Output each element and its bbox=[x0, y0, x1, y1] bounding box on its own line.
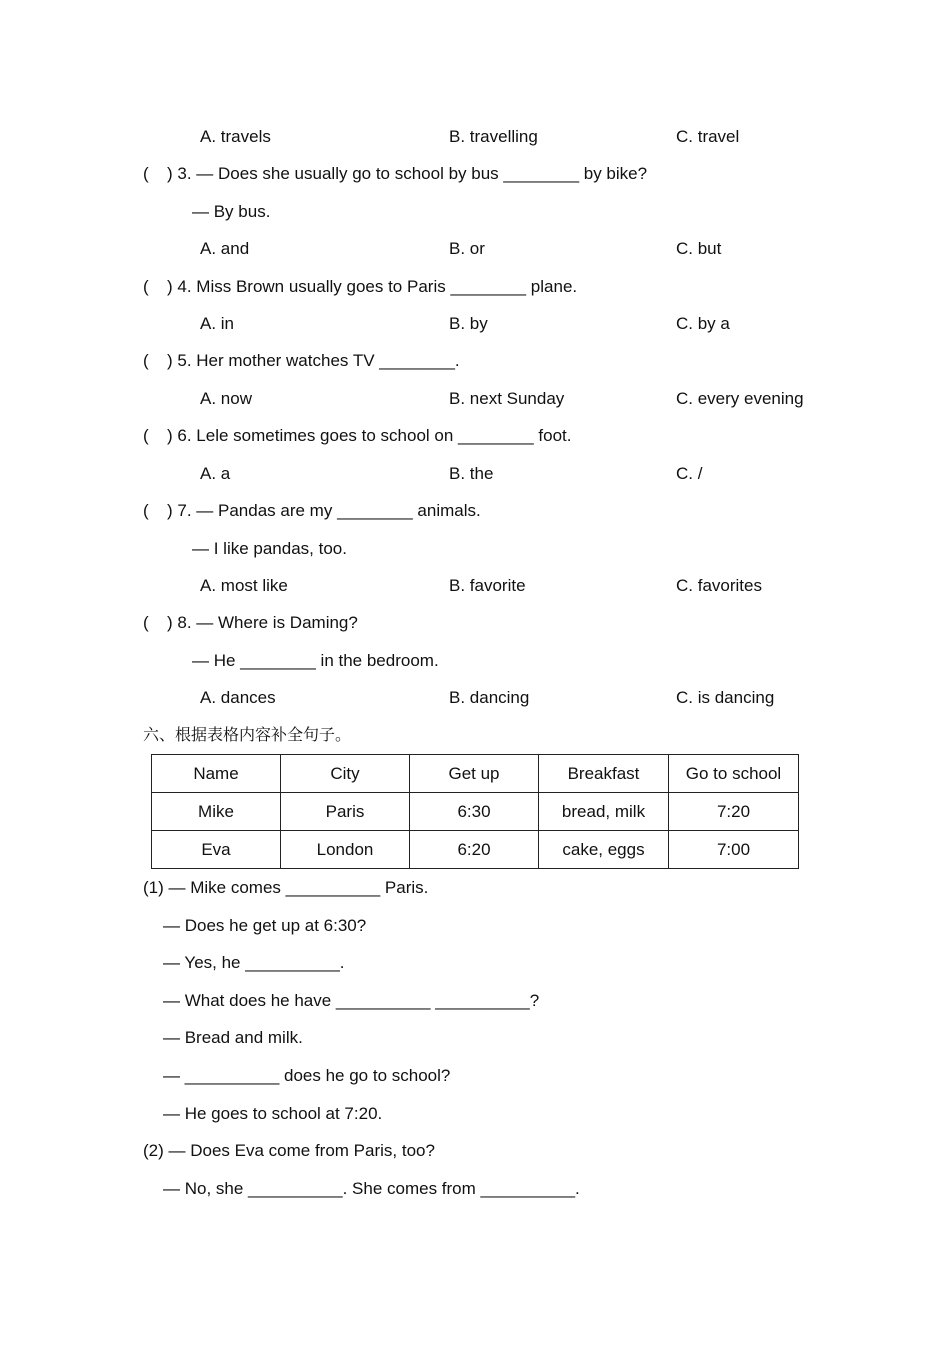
q5-option-c: C. every evening bbox=[676, 389, 804, 408]
q4-option-a: A. in bbox=[200, 314, 235, 333]
q6-option-c: C. / bbox=[676, 464, 703, 483]
table-header-cell: Go to school bbox=[669, 755, 799, 793]
q2-option-a: A. travels bbox=[200, 127, 271, 146]
q2-option-c: C. travel bbox=[676, 127, 740, 146]
part2-line-2: — No, she __________. She comes from __________. bbox=[163, 1179, 580, 1198]
table-cell: 7:20 bbox=[669, 793, 799, 831]
q5-option-b: B. next Sunday bbox=[449, 389, 565, 408]
table-cell: Mike bbox=[152, 793, 281, 831]
section6-title: 六、根据表格内容补全句子。 bbox=[143, 725, 352, 744]
q4-stem: ) 4. Miss Brown usually goes to Paris ________ plane. bbox=[167, 277, 578, 296]
q8-option-b: B. dancing bbox=[449, 688, 530, 707]
table-cell: Eva bbox=[152, 831, 281, 869]
q6-paren: ( bbox=[143, 426, 149, 445]
q8-stem: ) 8. — Where is Daming? bbox=[167, 613, 358, 632]
table-header-cell: Get up bbox=[410, 755, 539, 793]
q3-stem: ) 3. — Does she usually go to school by bus ________ by bike? bbox=[167, 164, 648, 183]
q8-answer: — He ________ in the bedroom. bbox=[192, 651, 439, 670]
table-cell: London bbox=[281, 831, 410, 869]
q7-option-b: B. favorite bbox=[449, 576, 526, 595]
part1-line-3: — Yes, he __________. bbox=[163, 953, 345, 972]
table-cell: 6:20 bbox=[410, 831, 539, 869]
q7-option-c: C. favorites bbox=[676, 576, 762, 595]
q6-option-a: A. a bbox=[200, 464, 231, 483]
q4-paren: ( bbox=[143, 277, 149, 296]
q3-option-c: C. but bbox=[676, 239, 722, 258]
table-header-cell: City bbox=[281, 755, 410, 793]
part1-line-5: — Bread and milk. bbox=[163, 1028, 303, 1047]
q5-stem: ) 5. Her mother watches TV ________. bbox=[167, 351, 460, 370]
table-cell: cake, eggs bbox=[539, 831, 669, 869]
part1-line-1: (1) — Mike comes __________ Paris. bbox=[143, 878, 429, 897]
table-cell: bread, milk bbox=[539, 793, 669, 831]
q8-paren: ( bbox=[143, 613, 149, 632]
table-cell: 7:00 bbox=[669, 831, 799, 869]
q3-option-b: B. or bbox=[449, 239, 485, 258]
q3-paren: ( bbox=[143, 164, 149, 183]
table-cell: Paris bbox=[281, 793, 410, 831]
table-cell: 6:30 bbox=[410, 793, 539, 831]
q6-stem: ) 6. Lele sometimes goes to school on ________ foot. bbox=[167, 426, 572, 445]
table-header-cell: Name bbox=[152, 755, 281, 793]
q2-option-b: B. travelling bbox=[449, 127, 538, 146]
q7-paren: ( bbox=[143, 501, 149, 520]
q4-option-c: C. by a bbox=[676, 314, 730, 333]
table-header-cell: Breakfast bbox=[539, 755, 669, 793]
table-row bbox=[152, 793, 799, 831]
part2-line-1: (2) — Does Eva come from Paris, too? bbox=[143, 1141, 435, 1160]
table-header-row bbox=[152, 755, 799, 793]
table-row bbox=[152, 831, 799, 869]
q4-option-b: B. by bbox=[449, 314, 488, 333]
q5-paren: ( bbox=[143, 351, 149, 370]
info-table bbox=[151, 754, 799, 869]
part1-line-7: — He goes to school at 7:20. bbox=[163, 1104, 383, 1123]
part1-line-4: — What does he have __________ __________? bbox=[163, 991, 540, 1010]
q5-option-a: A. now bbox=[200, 389, 252, 408]
q3-answer: — By bus. bbox=[192, 202, 271, 221]
q7-answer: — I like pandas, too. bbox=[192, 539, 347, 558]
q8-option-a: A. dances bbox=[200, 688, 276, 707]
q7-stem: ) 7. — Pandas are my ________ animals. bbox=[167, 501, 481, 520]
part1-line-2: — Does he get up at 6:30? bbox=[163, 916, 367, 935]
part1-line-6: — __________ does he go to school? bbox=[163, 1066, 451, 1085]
q7-option-a: A. most like bbox=[200, 576, 288, 595]
q8-option-c: C. is dancing bbox=[676, 688, 775, 707]
q3-option-a: A. and bbox=[200, 239, 250, 258]
q6-option-b: B. the bbox=[449, 464, 494, 483]
